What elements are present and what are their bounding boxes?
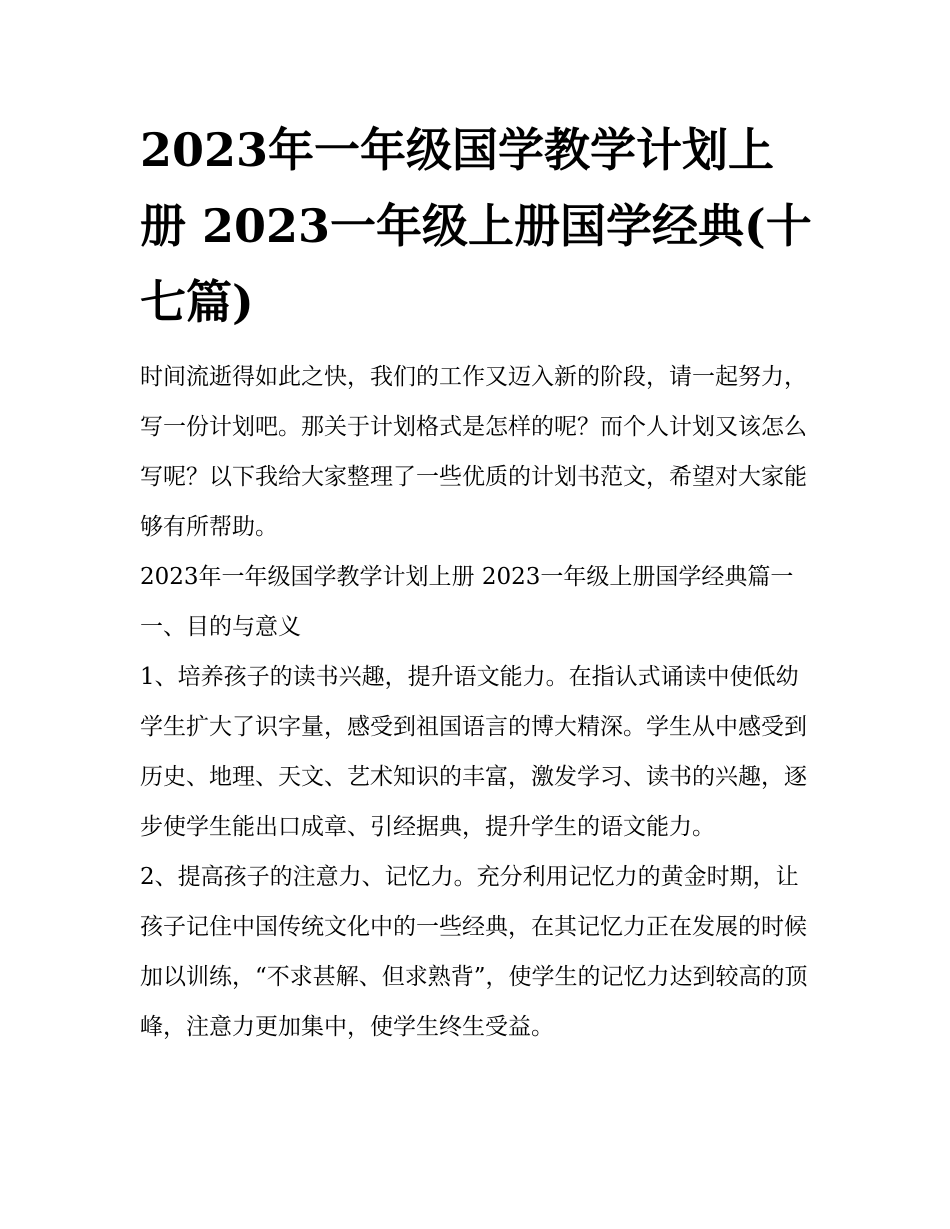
intro-paragraph: 时间流逝得如此之快，我们的工作又迈入新的阶段，请一起努力，写一份计划吧。那关于计划格式是怎样的呢？而个人计划又该怎么写呢？以下我给大家整理了一些优质的计划书范文，希望对大家能够有所帮助。 bbox=[140, 364, 807, 540]
section-heading: 2023年一年级国学教学计划上册 2023一年级上册国学经典篇一 一、目的与意义 bbox=[140, 564, 794, 640]
document-page bbox=[140, 112, 820, 1052]
point-2-paragraph: 2、提高孩子的注意力、记忆力。充分利用记忆力的黄金时期，让孩子记住中国传统文化中的一些经典，在其记忆力正在发展的时候加以训练，“不求甚解、但求熟背”，使学生的记忆力达到较高的顶峰，注意力更加集中，使学生终生受益。 bbox=[140, 864, 808, 1040]
point-1-paragraph: 1、培养孩子的读书兴趣，提升语文能力。在指认式诵读中使低幼学生扩大了识字量，感受到祖国语言的博大精深。学生从中感受到历史、地理、天文、艺术知识的丰富，激发学习、读书的兴趣，逐步使学生能出口成章、引经据典，提升学生的语文能力。 bbox=[140, 664, 807, 840]
document-title: 2023年一年级国学教学计划上册 2023一年级上册国学经典(十七篇) bbox=[140, 123, 812, 329]
